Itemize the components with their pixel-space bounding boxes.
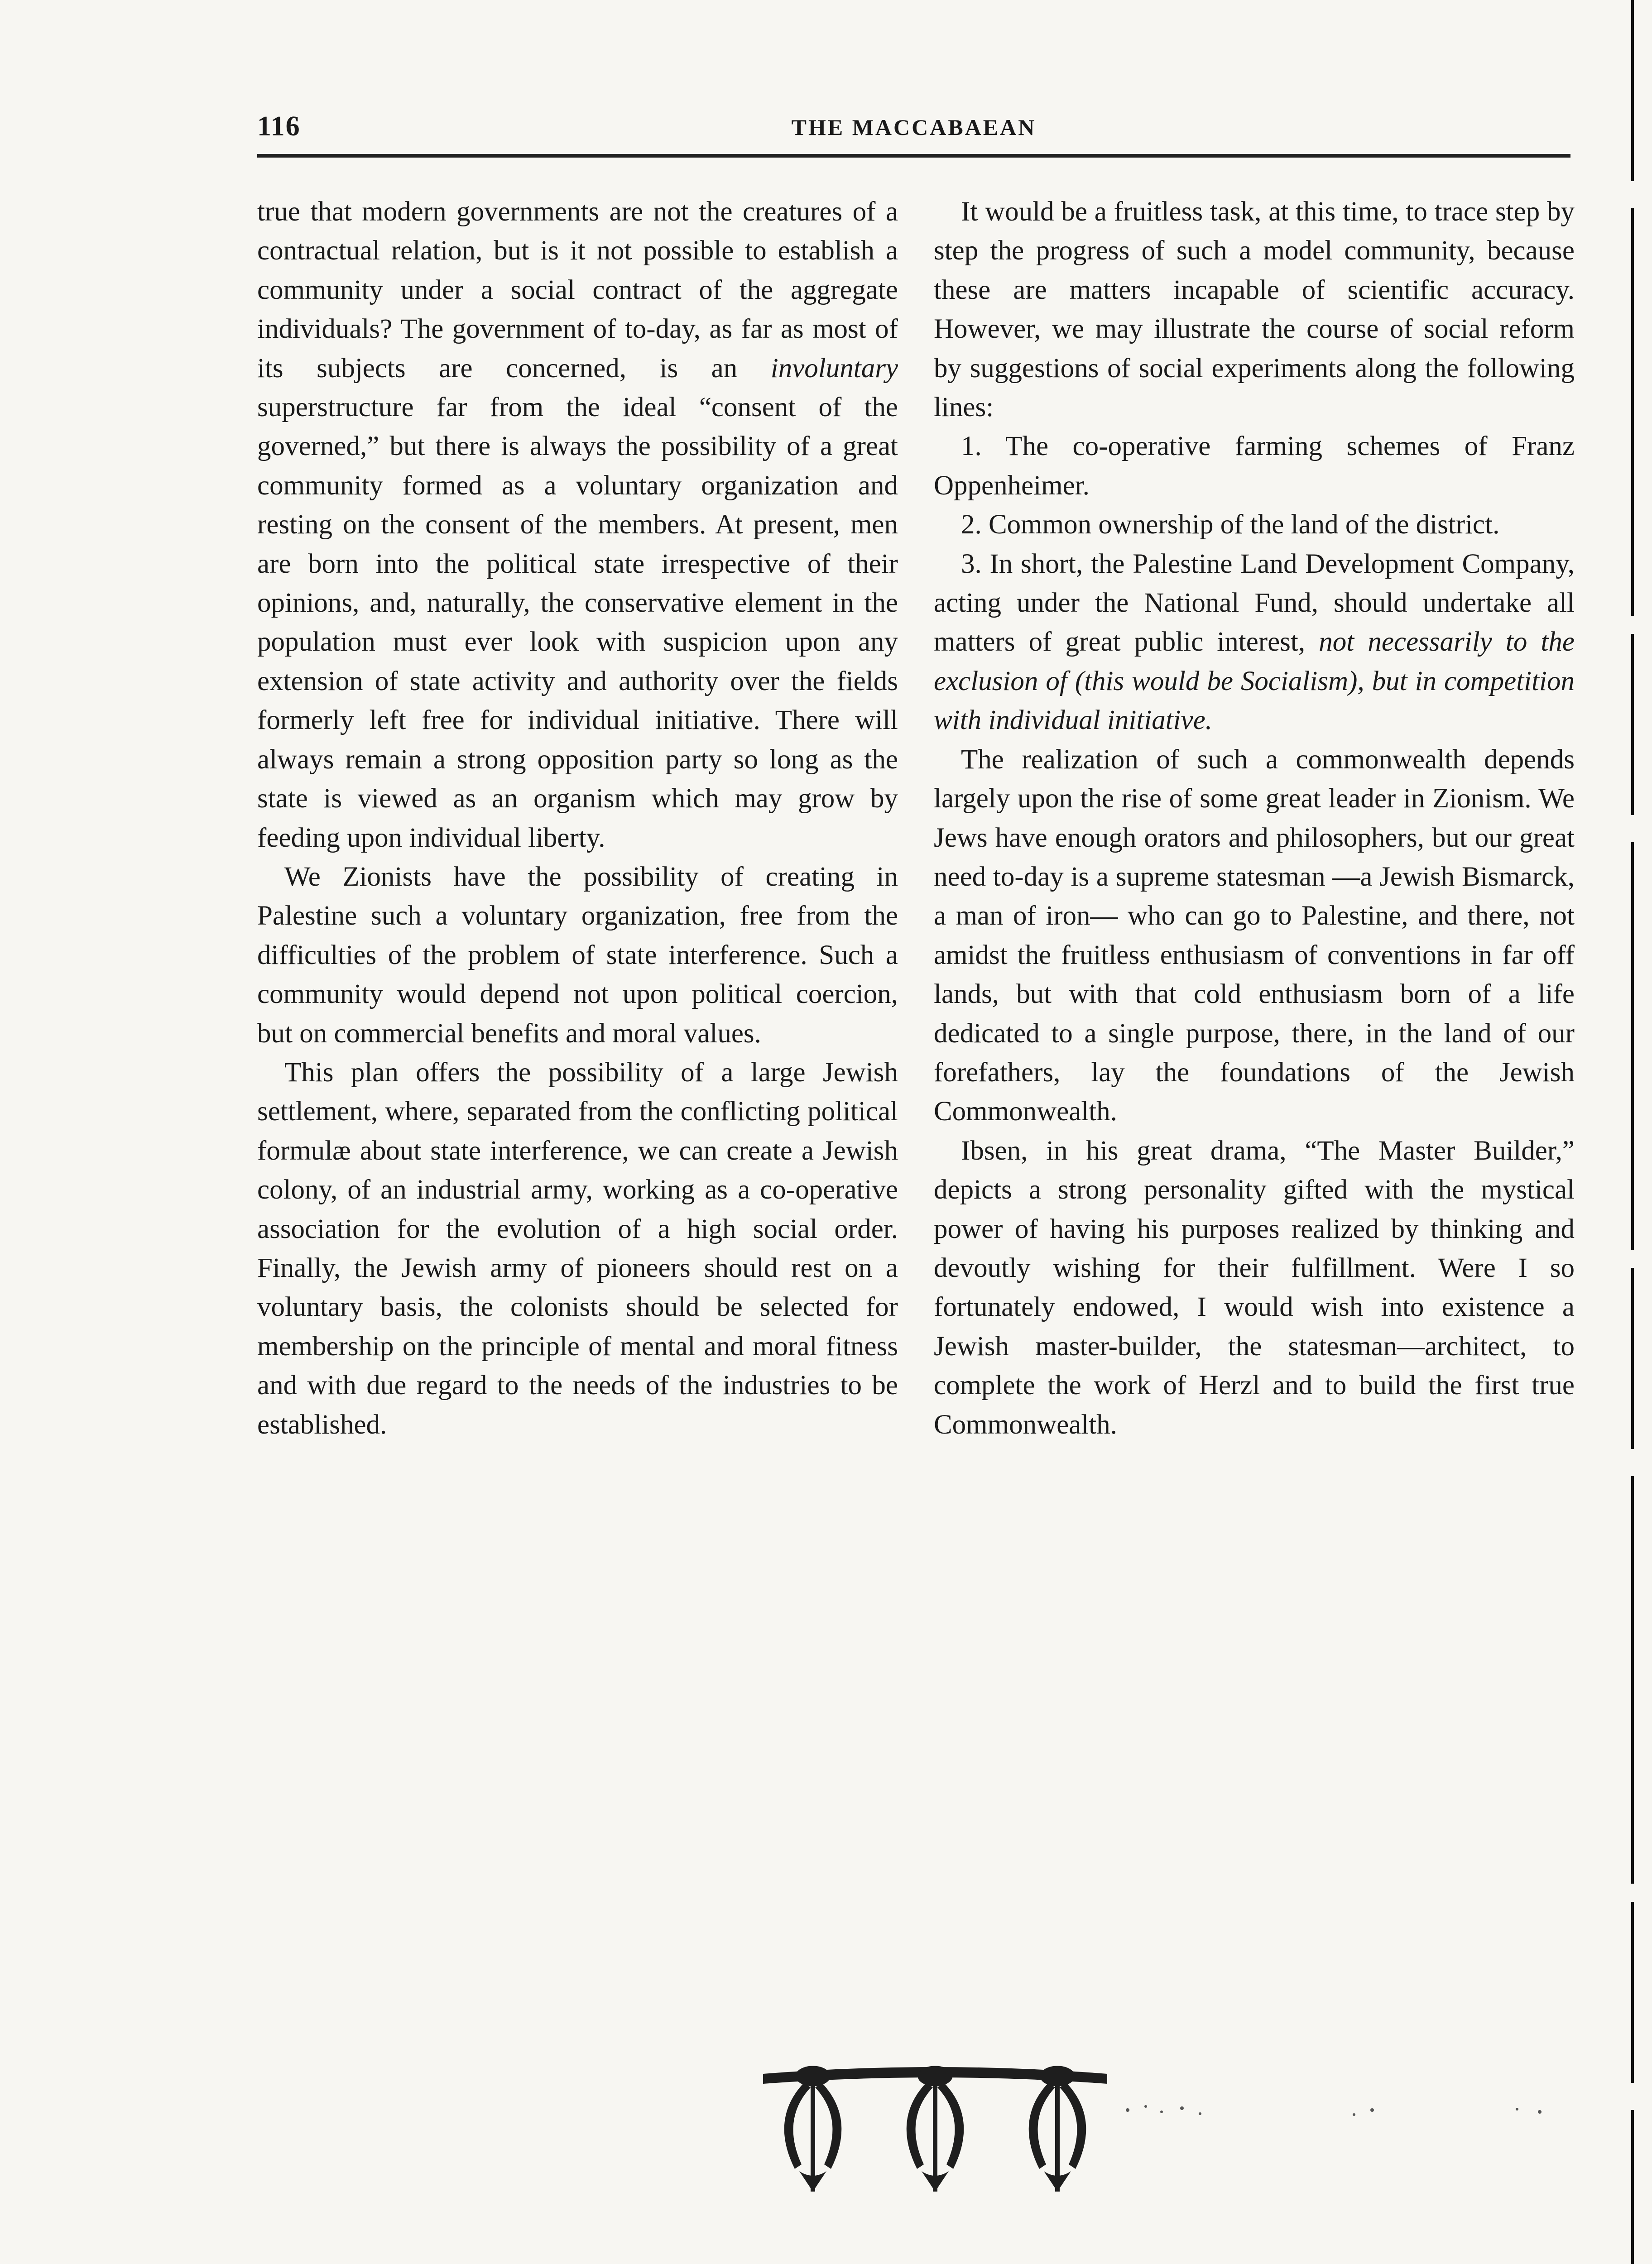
list-item-1: 1. The co-operative farming schemes of Franz Oppenheimer.	[934, 431, 1575, 501]
left-paragraph-2: We Zionists have the possibility of creating in Palestine such a voluntary organization, free from the difficulties of the problem of state interference. Such a community would depend not upon political coercion, but on commercial benefits and moral values.	[257, 861, 898, 1049]
list-item-3-emphasis: not necessarily to the exclusion of (this would be Socialism), but in competition with individual initiative.	[934, 627, 1575, 736]
left-paragraph-1-rest: superstructure far from the ideal “consent of the governed,” but there is always the possibility of a great community formed as a voluntary organization and resting on the consent of the members. At present, men are born into the political state irrespective of their opinions, and, naturally, the conservative element in the population must ever look with suspicion upon any extension of state activity and authority over the fields formerly left free for individual initiative. There will always remain a strong opposition party so long as the state is viewed as an organism which may grow by feeding upon individual liberty.	[257, 392, 898, 853]
left-paragraph-1	[257, 192, 898, 858]
left-paragraph-3: This plan offers the possibility of a large Jewish settlement, where, separated from the conflicting political formulæ about state interference, we can create a Jewish colony, of an industrial army, working as a co-operative association for the evolution of a high social order. Finally, the Jewish army of pioneers should rest on a voluntary basis, the colonists should be selected for membership on the principle of mental and moral fitness and with due regard to the needs of the industries to be established.	[257, 1057, 898, 1440]
right-column	[934, 192, 1575, 1444]
header-rule	[257, 154, 1570, 158]
right-paragraph-1: It would be a fruitless task, at this time, to trace step by step the progress of such a model community, because these are matters incapable of scientific accuracy. However, we may illustrate the course of social reform by suggestions of social experiments along the following lines:	[934, 197, 1575, 423]
wreath-ribbon-ornament-icon	[754, 2056, 1116, 2201]
list-item-2: 2. Common ownership of the land of the district.	[961, 509, 1500, 540]
list-item-3-text: 3. In short, the Palestine Land Development Company, acting under the National Fund, should undertake all matters of great public interest,	[934, 548, 1575, 657]
list-item-3	[934, 545, 1575, 740]
right-paragraph-3: Ibsen, in his great drama, “The Master Builder,” depicts a strong personality gifted with the mystical power of having his purposes realized by thinking and devoutly wishing for their fulfillment. Were I so fortunately endowed, I would wish into existence a Jewish master-builder, the statesman—architect, to complete the work of Herzl and to build the first true Commonwealth.	[934, 1135, 1575, 1440]
page-number: 116	[257, 111, 301, 142]
running-title: THE MACCABAEAN	[791, 115, 1037, 140]
left-paragraph-1-text: true that modern governments are not the creatures of a contractual relation, but is it not possible to establish a community under a social contract of the aggregate individuals? The government of to-day, as far as most of its subjects are concerned, is an	[257, 197, 898, 384]
right-paragraph-2: The realization of such a commonwealth depends largely upon the rise of some great leader in Zionism. We Jews have enough orators and philosophers, but our great need to-day is a supreme statesman —a Jewish Bismarck, a man of iron— who can go to Palestine, and there, not amidst the fruitless enthusiasm of conventions in far off lands, but with that cold enthusiasm born of a life dedicated to a single purpose, there, in the land of our forefathers, lay the foundations of the Jewish Commonwealth.	[934, 744, 1575, 1127]
left-column	[257, 192, 898, 1444]
left-paragraph-1-emphasis: involuntary	[770, 353, 898, 384]
page-edge-line	[1630, 0, 1635, 2264]
page-header	[257, 110, 1570, 160]
print-speckle-marks	[1119, 2096, 1571, 2124]
